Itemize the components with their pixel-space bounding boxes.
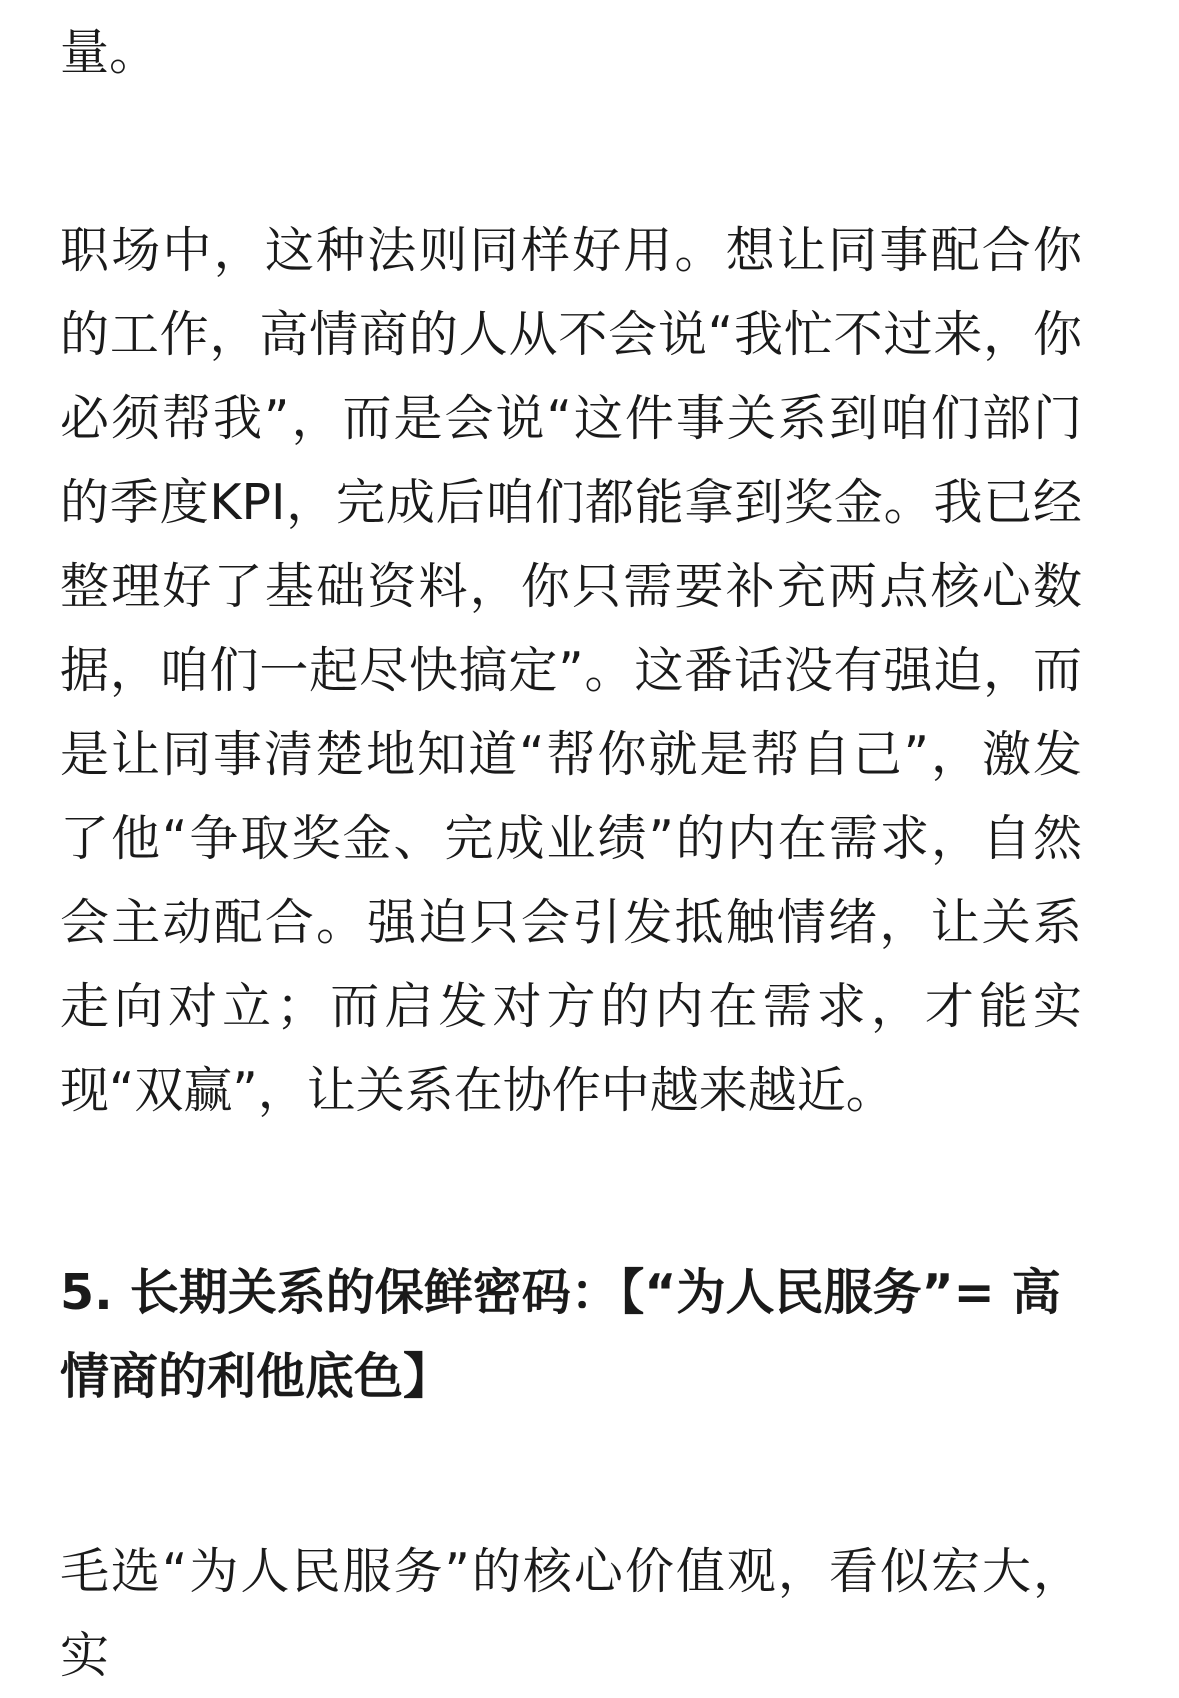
paragraph-fragment-top: 量。 [60, 24, 159, 81]
paragraph-workplace-example: 职场中，这种法则同样好用。想让同事配合你的工作，高情商的人从不会说“我忙不过来，你必须帮我”，而是会说“这件事关系到咱们部门的季度KPI，完成后咱们都能拿到奖金。我已经整理好了基础资料，你只需要补充两点核心数据，咱们一起尽快搞定”。这番话没有强迫，而是让同事清楚地知道“帮你就是帮自己”，激发了他“争取奖金、完成业绩”的内在需求，自然会主动配合。强迫只会引发抵触情绪，让关系走向对立；而启发对方的内在需求，才能实现“双赢”，让关系在协作中越来越近。 [60, 222, 1082, 1119]
section-heading-5: 5. 长期关系的保鲜密码：【“为人民服务”= 高情商的利他底色】 [60, 1264, 1061, 1405]
paragraph-fragment-bottom: 毛选“为人民服务”的核心价值观，看似宏大，实 [60, 1543, 1082, 1684]
